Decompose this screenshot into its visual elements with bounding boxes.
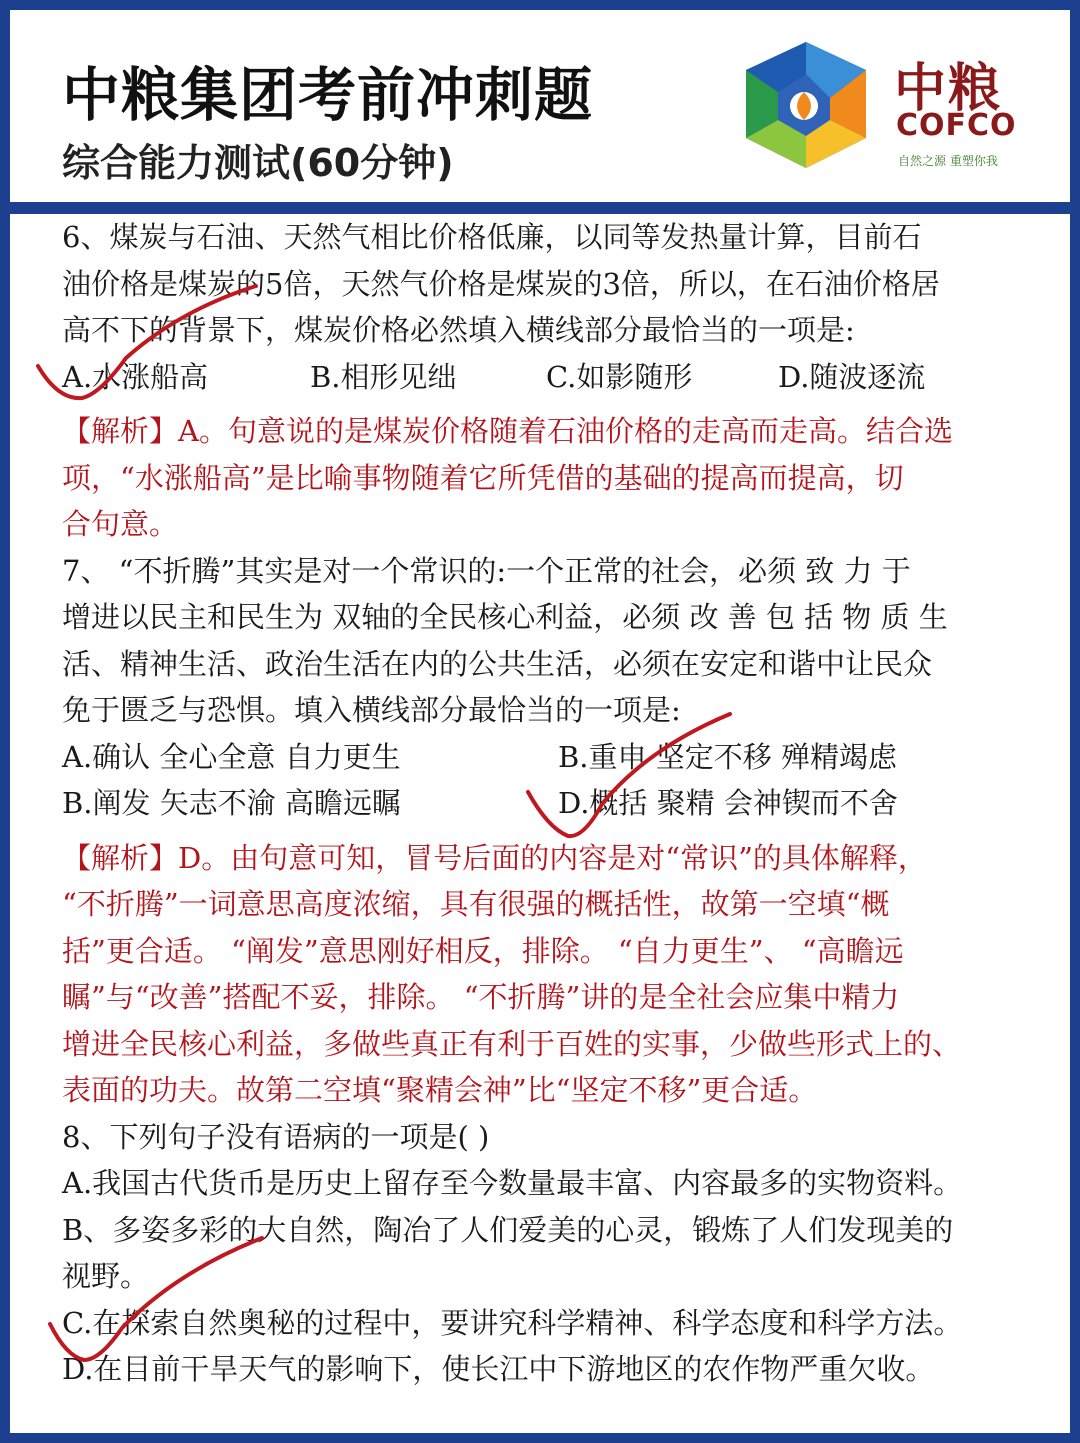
- q6-line: 油价格是煤炭的5倍，天然气价格是煤炭的3倍，所以，在石油价格居: [62, 266, 940, 301]
- q7-line: 7、 “不折腾”其实是对一个常识的:一个正常的社会，必须 致 力 于: [62, 553, 911, 588]
- q6-analysis-line: 项，“水涨船高”是比喻事物随着它所凭借的基础的提高而提高，切: [62, 460, 904, 495]
- q7-analysis-line: “不折腾”一词意思高度浓缩，具有很强的概括性，故第一空填“概: [62, 887, 890, 921]
- q6-analysis-line: [62, 408, 1012, 455]
- q7-options-row: [62, 734, 1012, 781]
- q7-analysis-text: D。由句意可知，冒号后面的内容是对“常识”的具体解释，: [178, 840, 927, 875]
- logo-chinese-text: 中粮: [894, 59, 1003, 119]
- q6-option-d: D.随波逐流: [778, 359, 926, 394]
- q8-option-d: D.在目前干旱天气的影响下，使长江中下游地区的农作物严重欠收。: [62, 1352, 935, 1386]
- header: [10, 10, 1070, 200]
- page-title: 中粮集团考前冲刺题: [62, 61, 594, 129]
- q7-analysis-line: 括”更合适。 “阐发”意思刚好相反，排除。 “自力更生”、 “高瞻远: [62, 933, 904, 968]
- q6-option-a: A.水涨船高: [62, 359, 209, 394]
- cofco-logo-icon: [738, 40, 874, 170]
- q6-analysis-text: A。句意说的是煤炭价格随着石油价格的走高而走高。结合选: [178, 414, 953, 448]
- q6-line: 高不下的背景下，煤炭价格必然填入横线部分最恰当的一项是:: [62, 313, 855, 347]
- q8-option-b: B、多姿多彩的大自然，陶冶了人们爱美的心灵，锻炼了人们发现美的: [62, 1212, 954, 1247]
- q7-analysis-line: 瞩”与“改善”搭配不妥，排除。 “不折腾”讲的是全社会应集中精力: [62, 980, 900, 1014]
- q7-analysis-line: 增进全民核心利益，多做些真正有利于百姓的实事，少做些形式上的、: [62, 1026, 962, 1061]
- q7-line: 增进以民主和民生为 双轴的全民核心利益，必须 改 善 包 括 物 质 生: [62, 600, 948, 634]
- q7-line: 免于匮乏与恐惧。填入横线部分最恰当的一项是:: [62, 693, 681, 727]
- analysis-tag: 【解析】: [62, 414, 179, 448]
- analysis-tag: 【解析】: [62, 840, 179, 875]
- q7-analysis-line: [62, 835, 1012, 882]
- logo-english-text: COFCO: [896, 108, 1017, 143]
- questions-content: [62, 214, 1012, 1393]
- q6-options: [62, 354, 1012, 401]
- q7-line: 活、精神生活、政治生活在内的公共生活，必须在安定和谐中让民众: [62, 646, 933, 681]
- logo-slogan: 自然之源 重塑你我: [898, 154, 998, 168]
- q6-analysis-line: 合句意。: [62, 507, 179, 541]
- q8-option-a: A.我国古代货币是历史上留存至今数量最丰富、内容最多的实物资料。: [62, 1166, 963, 1200]
- q8-line: 8、下列句子没有语病的一项是( ): [62, 1119, 490, 1154]
- q8-option-c: C.在探索自然奥秘的过程中，要讲究科学精神、科学态度和科学方法。: [62, 1305, 963, 1340]
- page-subtitle: 综合能力测试(60分钟): [62, 141, 454, 185]
- q7-options-row: [62, 780, 1012, 827]
- q7-option-a: A.确认 全心全意 自力更生: [62, 739, 401, 774]
- q7-analysis-line: 表面的功夫。故第二空填“聚精会神”比“坚定不移”更合适。: [62, 1073, 818, 1107]
- q6-line: 6、煤炭与石油、天然气相比价格低廉，以同等发热量计算，目前石: [62, 220, 922, 254]
- q8-option-b-cont: 视野。: [62, 1259, 150, 1293]
- q7-option-b: B.重申 坚定不移 殚精竭虑: [558, 739, 897, 774]
- q7-option-d: D.概括 聚精 会神锲而不舍: [558, 786, 898, 820]
- header-divider: [10, 202, 1070, 214]
- q6-option-c: C.如影随形: [546, 359, 693, 394]
- q6-option-b: B.相形见绌: [310, 359, 457, 394]
- q7-option-c: B.阐发 矢志不渝 高瞻远瞩: [62, 786, 401, 820]
